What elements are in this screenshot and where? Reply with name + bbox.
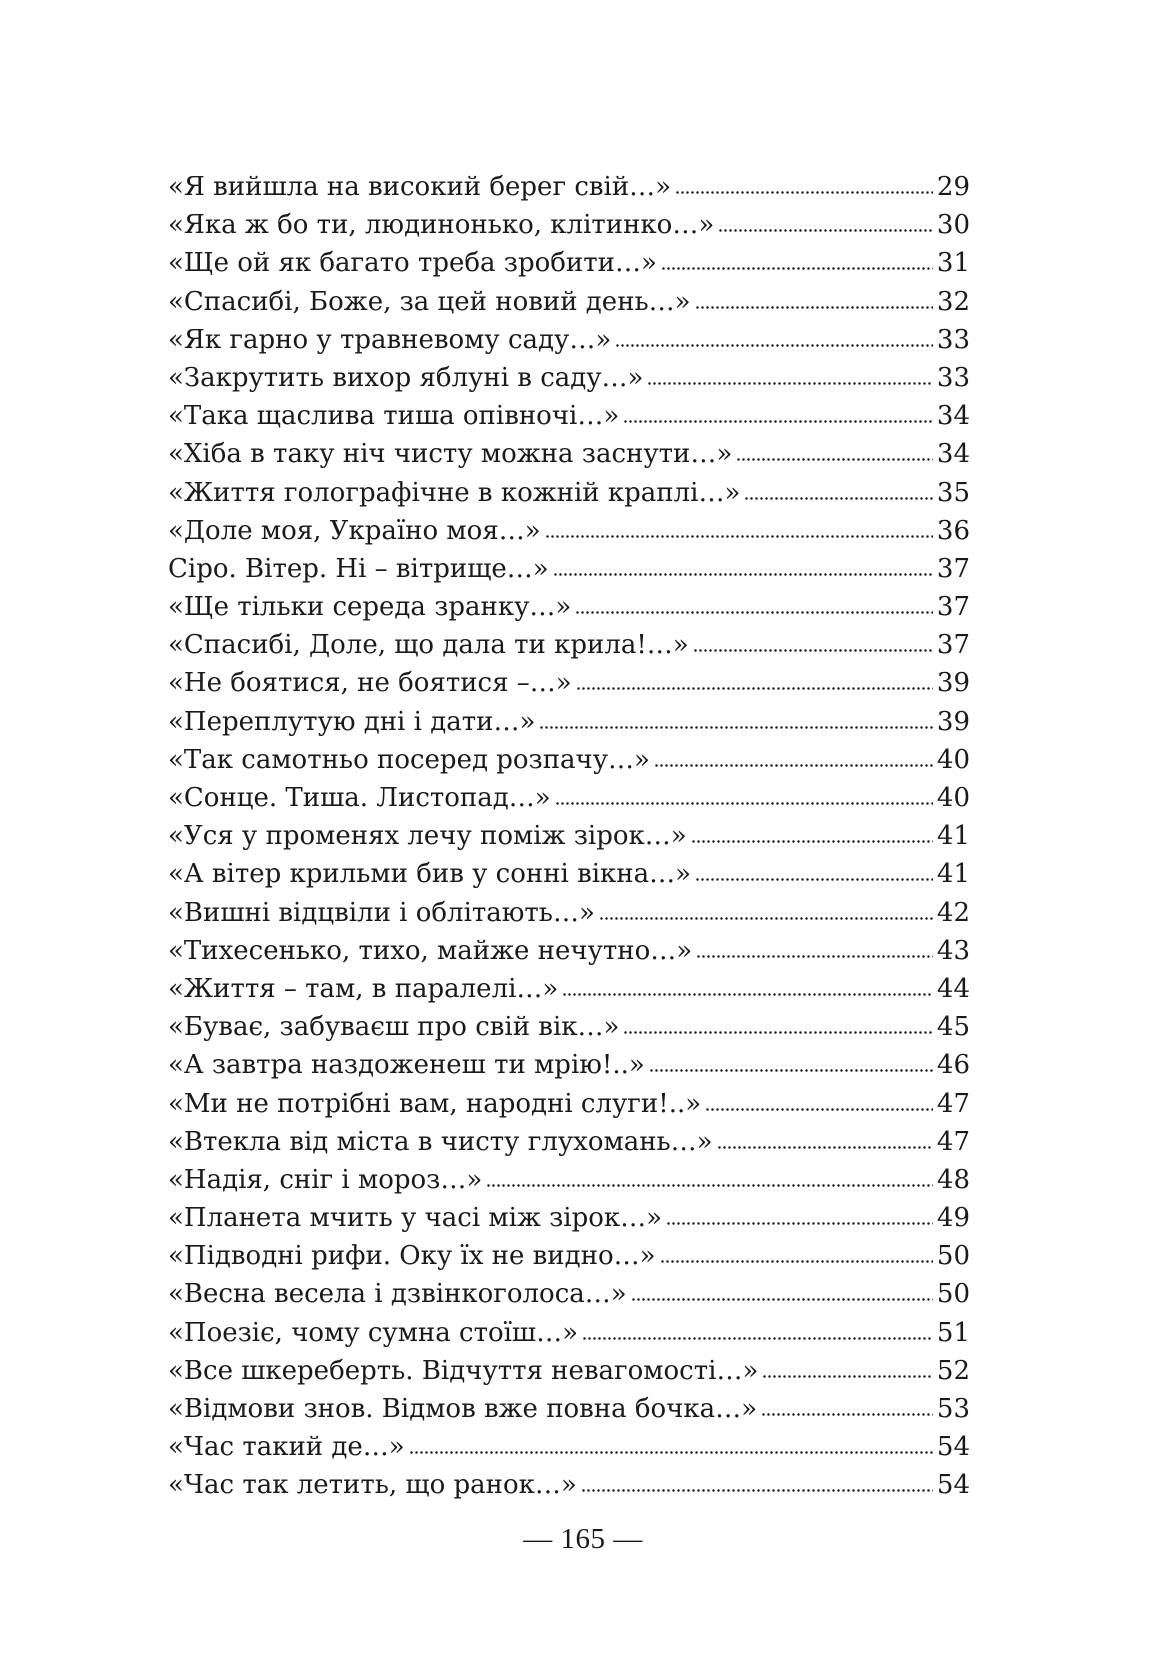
toc-entry <box>168 894 970 932</box>
dot-leader <box>696 949 933 959</box>
toc-entry <box>168 741 970 779</box>
toc-entry-page: 50 <box>936 1279 970 1310</box>
toc-entry-page: 39 <box>936 706 970 737</box>
dot-leader <box>631 1292 933 1302</box>
toc-entry <box>168 206 970 244</box>
toc-entry-page: 53 <box>936 1394 970 1424</box>
toc-entry-title: «Така щаслива тиша опівночі…» <box>168 401 620 432</box>
dot-leader <box>553 567 933 577</box>
toc-entry-title: «Хіба в таку ніч чисту можна заснути…» <box>168 439 733 470</box>
toc-entry <box>168 664 970 702</box>
toc-entry-title: «Сонце. Тиша. Листопад…» <box>168 783 551 813</box>
toc-entry-title: «Відмови знов. Відмов вже повна бочка…» <box>168 1394 758 1424</box>
toc-entry-title: Сіро. Вітер. Ні – вітрище…» <box>168 553 549 584</box>
dot-leader <box>615 338 933 348</box>
dot-leader <box>693 643 933 653</box>
toc-entry-title: «Життя голографічне в кожній краплі…» <box>168 477 741 508</box>
toc-entry-page: 37 <box>936 553 970 584</box>
toc-entry-title: «Планета мчить у часі між зірок…» <box>168 1203 663 1234</box>
toc-entry <box>168 283 970 321</box>
toc-entry-title: «Тихесенько, тихо, майже нечутно…» <box>168 935 693 966</box>
toc-entry <box>168 397 970 435</box>
toc-entry-title: «Час такий де…» <box>168 1432 405 1463</box>
toc-entry <box>168 359 970 397</box>
toc-entry <box>168 1237 970 1275</box>
toc-entry-page: 51 <box>936 1317 970 1348</box>
toc-entry <box>168 626 970 664</box>
toc-entry-page: 36 <box>936 515 970 546</box>
toc-entry-title: «Час так летить, що ранок…» <box>168 1470 577 1501</box>
dot-leader <box>545 529 933 539</box>
toc-entry <box>168 474 970 512</box>
toc-entry-title: «Весна весела і дзвінкоголоса…» <box>168 1279 627 1310</box>
toc-entry-page: 42 <box>936 897 970 928</box>
toc-entry-title: «Підводні рифи. Оку їх не видно…» <box>168 1241 656 1272</box>
toc-entry <box>168 1428 970 1466</box>
toc-entry-title: «Спасибі, Доле, що дала ти крила!…» <box>168 630 689 661</box>
toc-entry-page: 43 <box>936 935 970 966</box>
toc-entry-title: «Втекла від міста в чисту глухомань…» <box>168 1126 713 1157</box>
toc-entry-title: «Не боятися, не боятися –…» <box>168 668 572 699</box>
toc-entry-page: 44 <box>936 973 970 1004</box>
toc-entry-page: 47 <box>936 1088 970 1119</box>
dot-leader <box>691 834 933 844</box>
toc-entry-title: «А вітер крильми бив у сонні вікна…» <box>168 859 692 890</box>
dot-leader <box>486 1178 933 1188</box>
toc-entry-page: 35 <box>936 477 970 508</box>
toc-entry <box>168 168 970 206</box>
toc-entry-page: 34 <box>936 439 970 470</box>
toc-entry <box>168 435 970 473</box>
toc-entry-page: 39 <box>936 668 970 699</box>
dot-leader <box>576 681 933 691</box>
toc-entry <box>168 1199 970 1237</box>
toc-entry <box>168 1046 970 1084</box>
toc-entry-page: 54 <box>936 1470 970 1501</box>
toc-entry-page: 50 <box>936 1241 970 1272</box>
toc-entry-page: 41 <box>936 821 970 852</box>
dot-leader <box>539 720 933 730</box>
table-of-contents <box>168 168 970 1505</box>
toc-entry <box>168 1161 970 1199</box>
toc-entry <box>168 703 970 741</box>
toc-entry-page: 40 <box>936 744 970 775</box>
toc-entry <box>168 588 970 626</box>
dot-leader <box>582 1331 933 1341</box>
dot-leader <box>661 261 933 271</box>
toc-entry-title: «Я вийшла на високий берег свій…» <box>168 172 672 202</box>
dot-leader <box>409 1445 933 1455</box>
toc-entry <box>168 1466 970 1504</box>
dot-leader <box>744 491 933 501</box>
toc-entry-page: 47 <box>936 1126 970 1157</box>
toc-entry-title: «А завтра наздоженеш ти мрію!..» <box>168 1050 645 1081</box>
toc-entry-title: «Яка ж бо ти, людинонько, клітинко…» <box>168 210 715 241</box>
toc-entry-page: 46 <box>936 1050 970 1081</box>
toc-entry-page: 45 <box>936 1012 970 1043</box>
dot-leader <box>762 1369 933 1379</box>
toc-entry-title: «Як гарно у травневому саду…» <box>168 324 612 355</box>
dot-leader <box>562 987 933 997</box>
toc-entry-page: 48 <box>936 1164 970 1195</box>
toc-entry-page: 52 <box>936 1355 970 1386</box>
toc-entry-title: «Ми не потрібні вам, народні слуги!..» <box>168 1088 702 1119</box>
toc-entry-page: 33 <box>936 324 970 355</box>
toc-entry-title: «Уся у променях лечу поміж зірок…» <box>168 821 687 852</box>
dot-leader <box>599 911 933 921</box>
toc-entry-page: 31 <box>936 248 970 279</box>
toc-entry-page: 29 <box>936 172 970 202</box>
toc-entry-page: 37 <box>936 630 970 661</box>
dot-leader <box>666 1216 933 1226</box>
dot-leader <box>647 376 932 386</box>
toc-entry <box>168 817 970 855</box>
toc-entry <box>168 1390 970 1428</box>
toc-entry-page: 32 <box>936 286 970 317</box>
toc-entry-title: «Надія, сніг і мороз…» <box>168 1164 483 1195</box>
toc-entry-title: «Поезіє, чому сумна стоїш…» <box>168 1317 579 1348</box>
dot-leader <box>717 1140 933 1150</box>
dot-leader <box>660 1254 933 1264</box>
toc-entry-page: 33 <box>936 362 970 393</box>
toc-entry <box>168 321 970 359</box>
toc-entry-page: 54 <box>936 1432 970 1463</box>
toc-entry-page: 30 <box>936 210 970 241</box>
toc-entry <box>168 550 970 588</box>
toc-entry-title: «Ще ой як багато треба зробити…» <box>168 248 657 279</box>
toc-entry-title: «Так самотньо посеред розпачу…» <box>168 744 650 775</box>
toc-entry-title: «Ще тільки середа зранку…» <box>168 592 572 623</box>
dot-leader <box>761 1407 933 1417</box>
toc-entry <box>168 1085 970 1123</box>
dot-leader <box>581 1483 933 1493</box>
toc-entry <box>168 932 970 970</box>
toc-entry-title: «Спасибі, Боже, за цей новий день…» <box>168 286 691 317</box>
toc-entry-title: «Доле моя, Україно моя…» <box>168 515 541 546</box>
toc-entry <box>168 1314 970 1352</box>
dot-leader <box>736 452 933 462</box>
toc-entry-page: 40 <box>936 783 970 813</box>
toc-entry-title: «Буває, забуваєш про свій вік…» <box>168 1012 620 1043</box>
toc-entry-title: «Життя – там, в паралелі…» <box>168 973 559 1004</box>
dot-leader <box>675 185 933 195</box>
toc-entry <box>168 1123 970 1161</box>
toc-entry <box>168 855 970 893</box>
toc-entry-title: «Все шкереберть. Відчуття невагомості…» <box>168 1355 759 1386</box>
toc-entry <box>168 970 970 1008</box>
toc-entry-page: 34 <box>936 401 970 432</box>
toc-entry-page: 37 <box>936 592 970 623</box>
toc-entry <box>168 1008 970 1046</box>
toc-entry <box>168 512 970 550</box>
toc-entry-page: 49 <box>936 1203 970 1234</box>
dot-leader <box>623 1025 932 1035</box>
toc-entry <box>168 1275 970 1313</box>
dot-leader <box>555 796 933 806</box>
dot-leader <box>695 872 933 882</box>
dot-leader <box>705 1102 933 1112</box>
page-number: — 165 — <box>523 1523 643 1555</box>
toc-entry <box>168 1352 970 1390</box>
toc-entry-title: «Закрутить вихор яблуні в саду…» <box>168 362 644 393</box>
toc-entry-page: 41 <box>936 859 970 890</box>
toc-entry-title: «Переплутую дні і дати…» <box>168 706 536 737</box>
dot-leader <box>718 223 933 233</box>
toc-entry <box>168 779 970 817</box>
dot-leader <box>654 758 933 768</box>
dot-leader <box>649 1063 933 1073</box>
toc-entry-title: «Вишні відцвіли і облітають…» <box>168 897 595 928</box>
dot-leader <box>695 300 933 310</box>
toc-entry <box>168 244 970 282</box>
dot-leader <box>623 414 933 424</box>
dot-leader <box>575 605 933 615</box>
